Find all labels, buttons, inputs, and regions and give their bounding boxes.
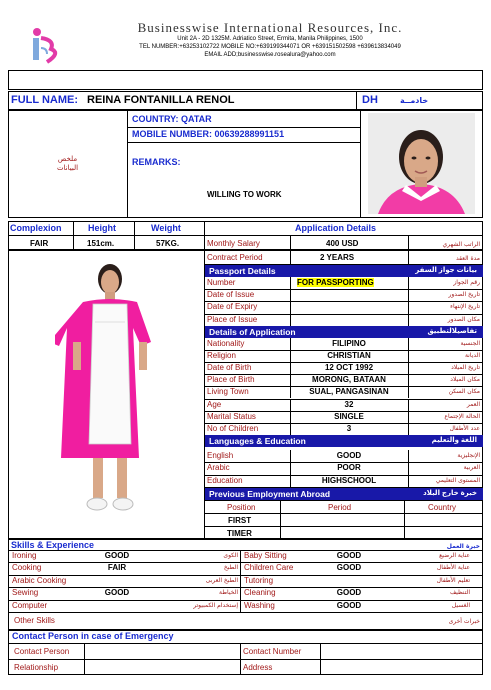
employment-header-country: Country [428, 503, 457, 512]
column-divider [408, 314, 409, 326]
skill-label: Arabic Cooking [12, 575, 67, 585]
weight-header: Weight [151, 223, 181, 233]
language-label: Arabic [207, 463, 230, 473]
detail-label: Nationality [207, 339, 245, 348]
skill-label: Ironing [12, 551, 37, 560]
company-email: EMAIL ADD;businesswise.rosealura@yahoo.com [204, 52, 336, 58]
detail-value: SINGLE [334, 411, 364, 421]
detail-label: Religion [207, 351, 236, 361]
company-logo-icon [28, 24, 58, 68]
address-label: Address [243, 663, 273, 672]
employment-header-position: Position [227, 503, 256, 512]
skills-title: Skills & Experience [11, 540, 95, 550]
position-arabic: خادمــة [400, 96, 429, 105]
salary-arabic: الراتب الشهري [442, 241, 480, 248]
contact-person-label: Contact Person [14, 647, 70, 656]
passport-section-bar [205, 265, 483, 277]
detail-value: 12 OCT 1992 [324, 363, 374, 373]
skill-rating: GOOD [336, 600, 362, 610]
detail-label: Place of Birth [207, 375, 255, 385]
skill-arabic: الكوى [223, 552, 238, 559]
language-arabic: المستوى التعليمي [435, 476, 480, 484]
column-divider [408, 423, 409, 435]
detail-arabic: الديانة [464, 352, 480, 360]
column-divider [290, 314, 291, 326]
detail-label: Age [207, 399, 222, 409]
contract-arabic: مدة العقد [456, 255, 480, 262]
column-divider [290, 301, 291, 313]
employment-section-bar [205, 488, 483, 500]
employment-title-arabic: خبرة خارج البلاد [423, 490, 477, 497]
applicant-headshot [368, 113, 475, 214]
details-section-bar [205, 326, 483, 338]
passport-value: FOR PASSPORTING [297, 278, 374, 287]
skill-rating: GOOD [336, 563, 362, 573]
language-value: POOR [337, 463, 361, 473]
position-code: DH [362, 94, 378, 106]
application-details-header: Application Details [295, 223, 377, 233]
detail-label: No of Children [207, 423, 259, 433]
passport-label: Date of Expiry [207, 302, 258, 312]
detail-value: 3 [346, 423, 352, 433]
contract-value: 2 YEARS [320, 253, 355, 262]
column-divider [408, 338, 409, 350]
relationship-label: Relationship [14, 663, 59, 672]
skill-arabic: الطبخ [223, 564, 238, 572]
detail-value: CHRISTIAN [327, 351, 371, 361]
detail-arabic: مكان الميلاد [450, 376, 480, 384]
skill-label: Cleaning [244, 588, 276, 598]
skill-arabic: تعليم الأطفال [436, 576, 470, 584]
detail-label: Date of Birth [207, 363, 252, 373]
skill-label: Tutoring [244, 575, 274, 585]
skills-title-arabic: خبرة العمل [446, 543, 480, 550]
detail-arabic: الجنسية [460, 340, 480, 347]
language-label: Education [207, 475, 243, 485]
skill-rating: GOOD [104, 588, 130, 598]
details-title: Details of Application [209, 327, 296, 337]
languages-title-arabic: اللغة والتعليم [431, 437, 477, 444]
column-divider [408, 362, 409, 374]
mobile-number: MOBILE NUMBER: 00639288991151 [132, 129, 285, 139]
blank-header-box [8, 70, 483, 90]
other-skills-arabic: خبرات أخرى [448, 618, 480, 625]
other-skills-label: Other Skills [14, 616, 55, 625]
column-divider [408, 450, 409, 462]
column-divider [408, 277, 409, 289]
language-value: HIGHSCHOOL [321, 475, 377, 485]
summary-arabic-1: ملخص [57, 156, 78, 163]
languages-title: Languages & Education [209, 436, 306, 446]
detail-arabic: عدد الأطفال [449, 424, 480, 432]
passport-arabic: تاريخ الصدور [448, 291, 480, 299]
detail-value: 32 [344, 399, 354, 409]
passport-title-arabic: بيانات جواز السفر [415, 267, 477, 274]
complexion-header: Complexion [10, 223, 62, 233]
company-header [0, 0, 491, 70]
country: COUNTRY: QATAR [132, 114, 212, 124]
column-divider [408, 411, 409, 423]
passport-label: Place of Issue [207, 314, 258, 324]
passport-arabic: تاريخ الإنتهاء [450, 303, 480, 311]
passport-label: Number [207, 278, 236, 287]
skill-label: Children Care [244, 563, 294, 573]
skill-rating: GOOD [336, 551, 362, 560]
height-value: 151cm. [87, 239, 115, 248]
skill-arabic: الطبخ العربى [205, 576, 238, 584]
skill-label: Computer [12, 600, 48, 610]
column-divider [408, 289, 409, 301]
skill-arabic: عناية الأطفال [436, 564, 470, 572]
skill-arabic: الغسيل [451, 601, 470, 609]
detail-arabic: تاريخ الميلاد [451, 364, 480, 372]
detail-value: FILIPINO [332, 339, 366, 348]
full-name: REINA FONTANILLA RENOL [87, 94, 235, 106]
language-value: GOOD [336, 451, 362, 460]
detail-arabic: مكان السكن [448, 388, 480, 396]
language-arabic: الإنجليزية [457, 452, 480, 459]
contact-number-label: Contact Number [243, 647, 302, 656]
employment-title: Previous Employment Abroad [209, 489, 331, 499]
contract-label: Contract Period [207, 253, 263, 262]
passport-arabic: مكان الصدور [447, 315, 480, 323]
language-arabic: العربية [463, 464, 480, 472]
column-divider [408, 374, 409, 386]
column-divider [408, 350, 409, 362]
skill-label: Baby Sitting [244, 551, 287, 560]
column-divider [408, 475, 409, 487]
detail-value: MORONG, BATAAN [312, 375, 386, 385]
skill-label: Washing [244, 600, 275, 610]
employment-header-period: Period [328, 503, 352, 512]
languages-section-bar [205, 435, 483, 447]
company-name: Businesswise International Resources, Inc. [137, 20, 403, 35]
detail-arabic: العمر [466, 400, 480, 408]
remarks-label: REMARKS: [132, 157, 181, 167]
summary-arabic-2: البيانات [56, 165, 79, 172]
detail-label: Living Town [207, 387, 249, 397]
employment-row-position: FIRST [228, 516, 252, 525]
skill-rating: GOOD [104, 551, 130, 560]
salary-label: Monthly Salary [207, 239, 260, 248]
column-divider [408, 399, 409, 411]
column-divider [408, 386, 409, 398]
weight-value: 57KG. [156, 239, 180, 248]
passport-title: Passport Details [209, 266, 276, 276]
detail-label: Marital Status [207, 411, 256, 421]
details-title-arabic: تفاصيلالتطبيق [427, 328, 477, 335]
column-divider [408, 462, 409, 474]
salary-value: 400 USD [326, 239, 359, 248]
remarks-value: WILLING TO WORK [207, 190, 282, 199]
contact-title: Contact Person in case of Emergency [12, 631, 174, 641]
company-phones: TEL NUMBER:+63253102722 MOBILE NO:+639199344071 OR +639151502598 +639613834049 [139, 44, 401, 50]
applicant-full-body-photo [55, 262, 165, 518]
skill-arabic: التنظيف [449, 589, 470, 597]
skill-rating: FAIR [107, 563, 127, 573]
skill-arabic: الخياطة [219, 589, 238, 597]
skill-rating: GOOD [336, 588, 362, 598]
column-divider [290, 289, 291, 301]
column-divider [290, 277, 291, 289]
column-divider [408, 301, 409, 313]
detail-value: SUAL, PANGASINAN [309, 387, 389, 397]
employment-row-position: TIMER [227, 529, 252, 538]
detail-arabic: الحالة الإجتماع [444, 412, 480, 420]
skill-label: Sewing [12, 588, 39, 598]
skill-arabic: إستخدام الكمبيوتر [193, 601, 238, 609]
language-label: English [207, 451, 234, 460]
complexion-value: FAIR [30, 239, 49, 248]
company-address: Unit 2A - 2D 1325M. Adriatico Street, Ermita, Manila Philippines, 1500 [177, 36, 363, 42]
passport-label: Date of Issue [207, 290, 255, 300]
skill-arabic: عناية الرضيع [439, 552, 470, 559]
passport-arabic: رقم الجواز [453, 279, 480, 286]
skill-label: Cooking [12, 563, 42, 573]
full-name-label: FULL NAME: [11, 94, 79, 106]
height-header: Height [88, 223, 116, 233]
